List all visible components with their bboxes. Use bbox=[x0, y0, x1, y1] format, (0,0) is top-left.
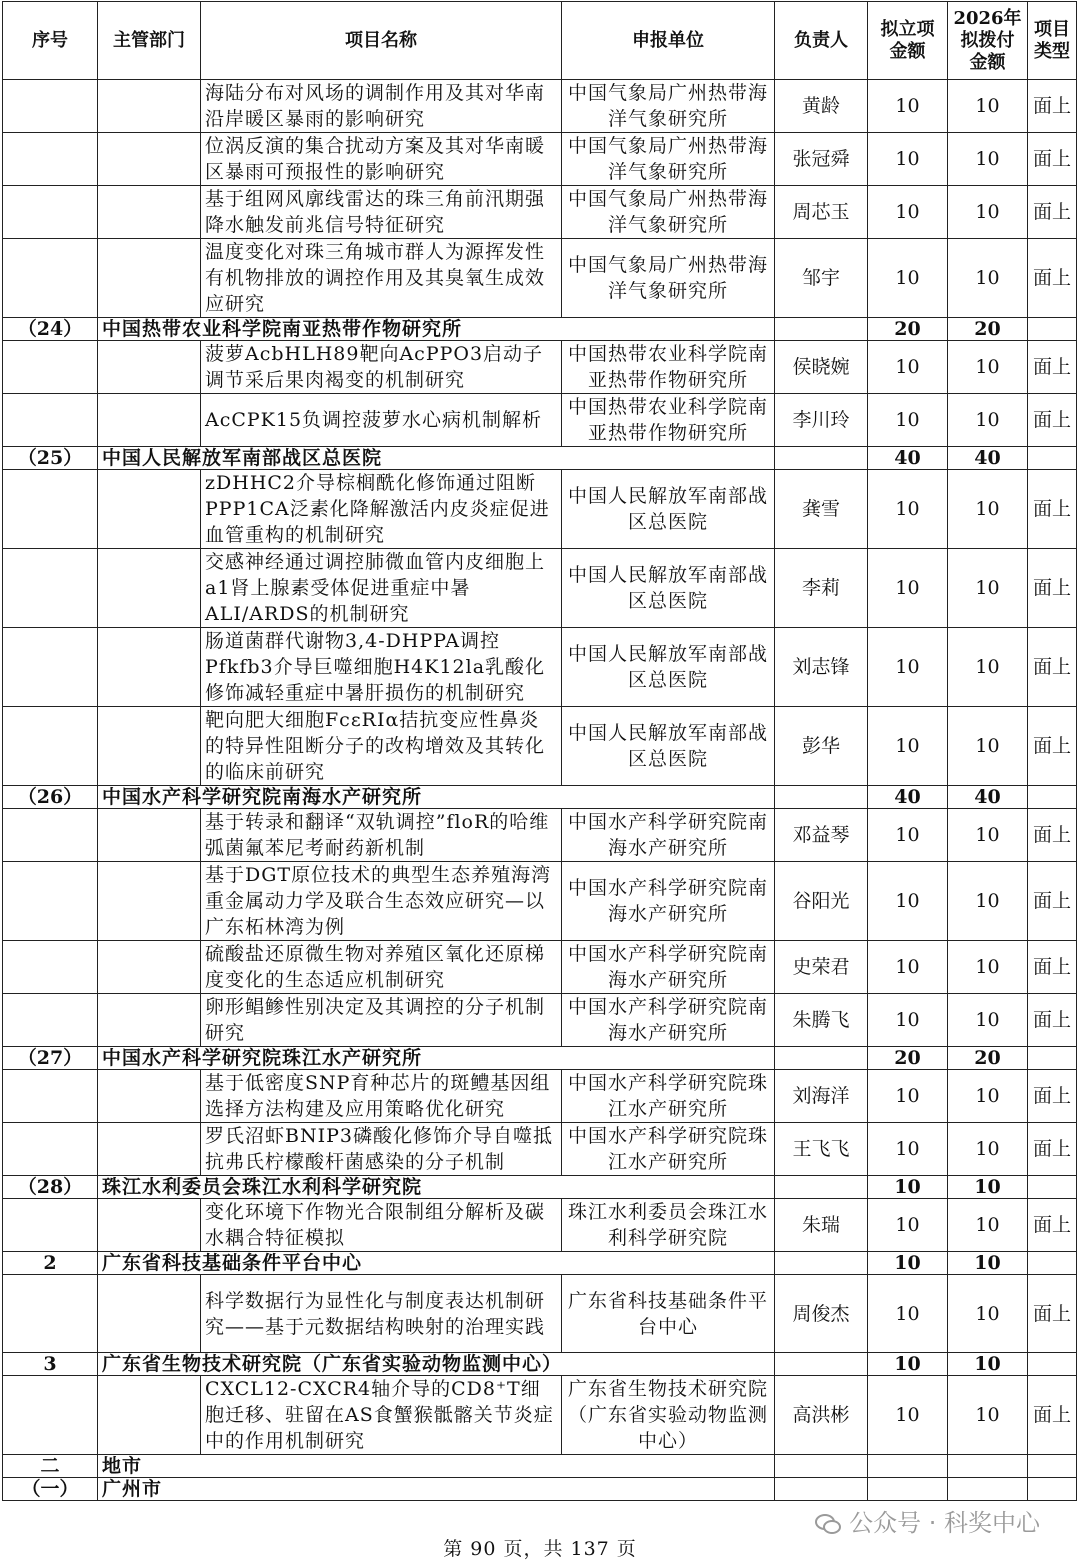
group-person bbox=[775, 1455, 868, 1478]
person-name: 侯晓婉 bbox=[775, 341, 868, 394]
pay-value: 10 bbox=[948, 707, 1028, 786]
group-type bbox=[1028, 1455, 1077, 1478]
group-amount: 40 bbox=[868, 447, 948, 470]
group-pay: 10 bbox=[948, 1353, 1028, 1376]
group-title: 广东省生物技术研究院（广东省实验动物监测中心） bbox=[98, 1353, 775, 1376]
group-title: 地市 bbox=[98, 1455, 775, 1478]
row-seq bbox=[3, 239, 98, 318]
project-name: 基于DGT原位技术的典型生态养殖海湾重金属动力学及联合生态效应研究—以广东柘林湾为例 bbox=[201, 862, 562, 941]
amount-value: 10 bbox=[868, 239, 948, 318]
row-dept bbox=[98, 470, 201, 549]
group-seq: 二 bbox=[3, 1455, 98, 1478]
group-person bbox=[775, 1252, 868, 1275]
person-name: 龚雪 bbox=[775, 470, 868, 549]
project-name: 海陆分布对风场的调制作用及其对华南沿岸暖区暴雨的影响研究 bbox=[201, 80, 562, 133]
group-pay: 20 bbox=[948, 1047, 1028, 1070]
pay-value: 10 bbox=[948, 628, 1028, 707]
project-name: 变化环境下作物光合限制组分解析及碳水耦合特征模拟 bbox=[201, 1199, 562, 1252]
row-seq bbox=[3, 994, 98, 1047]
group-row bbox=[3, 1478, 1077, 1501]
group-amount: 40 bbox=[868, 786, 948, 809]
project-type: 面上 bbox=[1028, 1275, 1077, 1353]
project-name: 位涡反演的集合扰动方案及其对华南暖区暴雨可预报性的影响研究 bbox=[201, 133, 562, 186]
table-row bbox=[3, 549, 1077, 628]
group-title: 中国热带农业科学院南亚热带作物研究所 bbox=[98, 318, 775, 341]
header-row bbox=[3, 2, 1077, 80]
person-name: 谷阳光 bbox=[775, 862, 868, 941]
person-name: 彭华 bbox=[775, 707, 868, 786]
watermark bbox=[815, 1503, 1040, 1538]
table-row bbox=[3, 239, 1077, 318]
project-type: 面上 bbox=[1028, 239, 1077, 318]
group-amount bbox=[868, 1455, 948, 1478]
row-dept bbox=[98, 862, 201, 941]
table-row bbox=[3, 862, 1077, 941]
applicant-unit: 中国人民解放军南部战区总医院 bbox=[562, 549, 775, 628]
row-seq bbox=[3, 941, 98, 994]
table-row bbox=[3, 1376, 1077, 1455]
amount-value: 10 bbox=[868, 941, 948, 994]
pay-value: 10 bbox=[948, 470, 1028, 549]
group-row bbox=[3, 1047, 1077, 1070]
table-row bbox=[3, 628, 1077, 707]
amount-value: 10 bbox=[868, 1199, 948, 1252]
row-seq bbox=[3, 133, 98, 186]
group-pay: 40 bbox=[948, 447, 1028, 470]
project-name: zDHHC2介导棕榈酰化修饰通过阻断PPP1CA泛素化降解激活内皮炎症促进血管重构的机制研究 bbox=[201, 470, 562, 549]
applicant-unit: 广东省科技基础条件平台中心 bbox=[562, 1275, 775, 1353]
pay-value: 10 bbox=[948, 1123, 1028, 1176]
header-dept: 主管部门 bbox=[98, 2, 201, 80]
group-title: 珠江水利委员会珠江水利科学研究院 bbox=[98, 1176, 775, 1199]
header-type bbox=[1028, 2, 1077, 80]
amount-value: 10 bbox=[868, 549, 948, 628]
amount-value: 10 bbox=[868, 809, 948, 862]
table-row bbox=[3, 1275, 1077, 1353]
group-amount: 10 bbox=[868, 1353, 948, 1376]
person-name: 刘海洋 bbox=[775, 1070, 868, 1123]
table-row bbox=[3, 809, 1077, 862]
group-seq: （24） bbox=[3, 318, 98, 341]
group-title: 中国水产科学研究院南海水产研究所 bbox=[98, 786, 775, 809]
group-pay: 20 bbox=[948, 318, 1028, 341]
table-row bbox=[3, 133, 1077, 186]
row-seq bbox=[3, 707, 98, 786]
group-pay: 40 bbox=[948, 786, 1028, 809]
row-dept bbox=[98, 1070, 201, 1123]
row-seq bbox=[3, 1199, 98, 1252]
group-pay bbox=[948, 1455, 1028, 1478]
person-name: 黄龄 bbox=[775, 80, 868, 133]
row-dept bbox=[98, 1199, 201, 1252]
applicant-unit: 珠江水利委员会珠江水利科学研究院 bbox=[562, 1199, 775, 1252]
row-dept bbox=[98, 941, 201, 994]
group-type bbox=[1028, 318, 1077, 341]
table-row bbox=[3, 941, 1077, 994]
project-name: 菠萝AcbHLH89靶向AcPPO3启动子调节采后果肉褐变的机制研究 bbox=[201, 341, 562, 394]
header-pay-line2: 拟拨付 bbox=[960, 29, 1015, 51]
applicant-unit: 中国气象局广州热带海洋气象研究所 bbox=[562, 186, 775, 239]
amount-value: 10 bbox=[868, 994, 948, 1047]
table-row bbox=[3, 80, 1077, 133]
header-amount bbox=[868, 2, 948, 80]
pay-value: 10 bbox=[948, 1070, 1028, 1123]
project-type: 面上 bbox=[1028, 549, 1077, 628]
group-type bbox=[1028, 1353, 1077, 1376]
group-pay bbox=[948, 1478, 1028, 1501]
applicant-unit: 中国水产科学研究院南海水产研究所 bbox=[562, 809, 775, 862]
person-name: 李川玲 bbox=[775, 394, 868, 447]
project-name: 肠道菌群代谢物3,4-DHPPA调控Pfkfb3介导巨噬细胞H4K12la乳酸化修饰减轻重症中暑肝损伤的机制研究 bbox=[201, 628, 562, 707]
row-dept bbox=[98, 80, 201, 133]
person-name: 周芯玉 bbox=[775, 186, 868, 239]
pay-value: 10 bbox=[948, 994, 1028, 1047]
project-type: 面上 bbox=[1028, 1199, 1077, 1252]
row-dept bbox=[98, 341, 201, 394]
group-title: 广东省科技基础条件平台中心 bbox=[98, 1252, 775, 1275]
applicant-unit: 中国热带农业科学院南亚热带作物研究所 bbox=[562, 341, 775, 394]
table-body bbox=[3, 80, 1077, 1501]
person-name: 王飞飞 bbox=[775, 1123, 868, 1176]
amount-value: 10 bbox=[868, 470, 948, 549]
pay-value: 10 bbox=[948, 1376, 1028, 1455]
row-dept bbox=[98, 628, 201, 707]
group-person bbox=[775, 318, 868, 341]
pay-value: 10 bbox=[948, 1275, 1028, 1353]
person-name: 邹宇 bbox=[775, 239, 868, 318]
wechat-icon bbox=[815, 1514, 841, 1534]
project-type: 面上 bbox=[1028, 80, 1077, 133]
amount-value: 10 bbox=[868, 1376, 948, 1455]
project-type: 面上 bbox=[1028, 628, 1077, 707]
project-type: 面上 bbox=[1028, 1070, 1077, 1123]
group-type bbox=[1028, 1176, 1077, 1199]
group-amount: 10 bbox=[868, 1252, 948, 1275]
group-pay: 10 bbox=[948, 1176, 1028, 1199]
amount-value: 10 bbox=[868, 341, 948, 394]
amount-value: 10 bbox=[868, 1275, 948, 1353]
group-person bbox=[775, 1353, 868, 1376]
group-row bbox=[3, 1353, 1077, 1376]
group-type bbox=[1028, 1478, 1077, 1501]
header-amount-line1: 拟立项 bbox=[880, 18, 935, 40]
table-row bbox=[3, 994, 1077, 1047]
row-dept bbox=[98, 1376, 201, 1455]
project-type: 面上 bbox=[1028, 133, 1077, 186]
project-name: AcCPK15负调控菠萝水心病机制解析 bbox=[201, 394, 562, 447]
group-amount: 20 bbox=[868, 1047, 948, 1070]
project-type: 面上 bbox=[1028, 809, 1077, 862]
group-seq: 3 bbox=[3, 1353, 98, 1376]
header-pay-line3: 金额 bbox=[969, 51, 1006, 73]
pay-value: 10 bbox=[948, 1199, 1028, 1252]
row-seq bbox=[3, 628, 98, 707]
applicant-unit: 中国热带农业科学院南亚热带作物研究所 bbox=[562, 394, 775, 447]
header-pay bbox=[948, 2, 1028, 80]
group-pay: 10 bbox=[948, 1252, 1028, 1275]
applicant-unit: 中国气象局广州热带海洋气象研究所 bbox=[562, 239, 775, 318]
row-seq bbox=[3, 470, 98, 549]
row-dept bbox=[98, 809, 201, 862]
pay-value: 10 bbox=[948, 133, 1028, 186]
project-name: 温度变化对珠三角城市群人为源挥发性有机物排放的调控作用及其臭氧生成效应研究 bbox=[201, 239, 562, 318]
project-name: 科学数据行为显性化与制度表达机制研究——基于元数据结构映射的治理实践 bbox=[201, 1275, 562, 1353]
table-row bbox=[3, 341, 1077, 394]
table-row bbox=[3, 470, 1077, 549]
row-dept bbox=[98, 1275, 201, 1353]
group-title: 中国人民解放军南部战区总医院 bbox=[98, 447, 775, 470]
project-name: 交感神经通过调控肺微血管内皮细胞上a1肾上腺素受体促进重症中暑ALI/ARDS的机制研究 bbox=[201, 549, 562, 628]
group-person bbox=[775, 1176, 868, 1199]
project-type: 面上 bbox=[1028, 862, 1077, 941]
header-person: 负责人 bbox=[775, 2, 868, 80]
watermark-text: 公众号 · 科奖中心 bbox=[849, 1509, 1040, 1537]
row-seq bbox=[3, 809, 98, 862]
pay-value: 10 bbox=[948, 941, 1028, 994]
group-type bbox=[1028, 447, 1077, 470]
row-dept bbox=[98, 394, 201, 447]
person-name: 李莉 bbox=[775, 549, 868, 628]
group-seq: （28） bbox=[3, 1176, 98, 1199]
pay-value: 10 bbox=[948, 186, 1028, 239]
row-dept bbox=[98, 994, 201, 1047]
amount-value: 10 bbox=[868, 80, 948, 133]
group-amount: 20 bbox=[868, 318, 948, 341]
group-row bbox=[3, 786, 1077, 809]
header-pay-line1: 2026年 bbox=[953, 7, 1022, 29]
applicant-unit: 中国水产科学研究院珠江水产研究所 bbox=[562, 1123, 775, 1176]
amount-value: 10 bbox=[868, 133, 948, 186]
pay-value: 10 bbox=[948, 341, 1028, 394]
project-table bbox=[2, 1, 1077, 1501]
row-seq bbox=[3, 549, 98, 628]
project-type: 面上 bbox=[1028, 470, 1077, 549]
project-name: 基于转录和翻译“双轨调控”floR的哈维弧菌氟苯尼考耐药新机制 bbox=[201, 809, 562, 862]
row-dept bbox=[98, 1123, 201, 1176]
group-type bbox=[1028, 786, 1077, 809]
group-person bbox=[775, 447, 868, 470]
project-name: 卵形鲳鲹性别决定及其调控的分子机制研究 bbox=[201, 994, 562, 1047]
group-type bbox=[1028, 1252, 1077, 1275]
group-seq: （25） bbox=[3, 447, 98, 470]
person-name: 史荣君 bbox=[775, 941, 868, 994]
person-name: 高洪彬 bbox=[775, 1376, 868, 1455]
group-row bbox=[3, 1455, 1077, 1478]
header-name: 项目名称 bbox=[201, 2, 562, 80]
page-footer: 第 90 页，共 137 页 bbox=[443, 1538, 637, 1560]
row-seq bbox=[3, 394, 98, 447]
row-dept bbox=[98, 239, 201, 318]
project-name: 罗氏沼虾BNIP3磷酸化修饰介导自噬抵抗弗氏柠檬酸杆菌感染的分子机制 bbox=[201, 1123, 562, 1176]
person-name: 朱瑞 bbox=[775, 1199, 868, 1252]
person-name: 周俊杰 bbox=[775, 1275, 868, 1353]
row-dept bbox=[98, 549, 201, 628]
pay-value: 10 bbox=[948, 80, 1028, 133]
row-seq bbox=[3, 341, 98, 394]
applicant-unit: 中国水产科学研究院南海水产研究所 bbox=[562, 994, 775, 1047]
project-name: CXCL12-CXCR4轴介导的CD8⁺T细胞迁移、驻留在AS食蟹猴骶髂关节炎症中的作用机制研究 bbox=[201, 1376, 562, 1455]
pay-value: 10 bbox=[948, 809, 1028, 862]
project-type: 面上 bbox=[1028, 394, 1077, 447]
table-row bbox=[3, 186, 1077, 239]
applicant-unit: 中国人民解放军南部战区总医院 bbox=[562, 707, 775, 786]
applicant-unit: 中国人民解放军南部战区总医院 bbox=[562, 628, 775, 707]
row-seq bbox=[3, 1123, 98, 1176]
group-person bbox=[775, 1478, 868, 1501]
group-person bbox=[775, 786, 868, 809]
applicant-unit: 中国水产科学研究院南海水产研究所 bbox=[562, 862, 775, 941]
group-amount bbox=[868, 1478, 948, 1501]
amount-value: 10 bbox=[868, 1070, 948, 1123]
table-row bbox=[3, 1199, 1077, 1252]
group-row bbox=[3, 1252, 1077, 1275]
pay-value: 10 bbox=[948, 549, 1028, 628]
group-title: 广州市 bbox=[98, 1478, 775, 1501]
group-seq: （一） bbox=[3, 1478, 98, 1501]
project-name: 靶向肥大细胞FcεRIα拮抗变应性鼻炎的特异性阻断分子的改构增效及其转化的临床前研究 bbox=[201, 707, 562, 786]
amount-value: 10 bbox=[868, 862, 948, 941]
group-seq: （26） bbox=[3, 786, 98, 809]
project-type: 面上 bbox=[1028, 941, 1077, 994]
amount-value: 10 bbox=[868, 628, 948, 707]
row-seq bbox=[3, 1376, 98, 1455]
row-seq bbox=[3, 1070, 98, 1123]
amount-value: 10 bbox=[868, 707, 948, 786]
applicant-unit: 中国水产科学研究院珠江水产研究所 bbox=[562, 1070, 775, 1123]
row-seq bbox=[3, 862, 98, 941]
pay-value: 10 bbox=[948, 394, 1028, 447]
applicant-unit: 中国气象局广州热带海洋气象研究所 bbox=[562, 133, 775, 186]
amount-value: 10 bbox=[868, 394, 948, 447]
pay-value: 10 bbox=[948, 862, 1028, 941]
project-type: 面上 bbox=[1028, 707, 1077, 786]
group-seq: （27） bbox=[3, 1047, 98, 1070]
group-seq: 2 bbox=[3, 1252, 98, 1275]
table-row bbox=[3, 707, 1077, 786]
group-person bbox=[775, 1047, 868, 1070]
applicant-unit: 广东省生物技术研究院（广东省实验动物监测中心） bbox=[562, 1376, 775, 1455]
group-row bbox=[3, 447, 1077, 470]
row-dept bbox=[98, 133, 201, 186]
project-type: 面上 bbox=[1028, 1123, 1077, 1176]
group-title: 中国水产科学研究院珠江水产研究所 bbox=[98, 1047, 775, 1070]
project-name: 基于低密度SNP育种芯片的斑鳢基因组选择方法构建及应用策略优化研究 bbox=[201, 1070, 562, 1123]
project-name: 硫酸盐还原微生物对养殖区氧化还原梯度变化的生态适应机制研究 bbox=[201, 941, 562, 994]
project-type: 面上 bbox=[1028, 994, 1077, 1047]
person-name: 朱腾飞 bbox=[775, 994, 868, 1047]
applicant-unit: 中国人民解放军南部战区总医院 bbox=[562, 470, 775, 549]
table-row bbox=[3, 394, 1077, 447]
project-type: 面上 bbox=[1028, 186, 1077, 239]
group-row bbox=[3, 318, 1077, 341]
group-amount: 10 bbox=[868, 1176, 948, 1199]
row-seq bbox=[3, 80, 98, 133]
amount-value: 10 bbox=[868, 186, 948, 239]
group-type bbox=[1028, 1047, 1077, 1070]
project-type: 面上 bbox=[1028, 1376, 1077, 1455]
row-seq bbox=[3, 186, 98, 239]
person-name: 邓益琴 bbox=[775, 809, 868, 862]
header-seq: 序号 bbox=[3, 2, 98, 80]
row-seq bbox=[3, 1275, 98, 1353]
header-type-line2: 类型 bbox=[1034, 40, 1070, 62]
header-amount-line2: 金额 bbox=[889, 40, 926, 62]
person-name: 刘志锋 bbox=[775, 628, 868, 707]
table-row bbox=[3, 1070, 1077, 1123]
pay-value: 10 bbox=[948, 239, 1028, 318]
table-row bbox=[3, 1123, 1077, 1176]
project-name: 基于组网风廓线雷达的珠三角前汛期强降水触发前兆信号特征研究 bbox=[201, 186, 562, 239]
applicant-unit: 中国气象局广州热带海洋气象研究所 bbox=[562, 80, 775, 133]
person-name: 张冠舜 bbox=[775, 133, 868, 186]
header-unit: 申报单位 bbox=[562, 2, 775, 80]
row-dept bbox=[98, 707, 201, 786]
group-row bbox=[3, 1176, 1077, 1199]
project-type: 面上 bbox=[1028, 341, 1077, 394]
header-type-line1: 项目 bbox=[1034, 18, 1070, 40]
applicant-unit: 中国水产科学研究院南海水产研究所 bbox=[562, 941, 775, 994]
amount-value: 10 bbox=[868, 1123, 948, 1176]
row-dept bbox=[98, 186, 201, 239]
